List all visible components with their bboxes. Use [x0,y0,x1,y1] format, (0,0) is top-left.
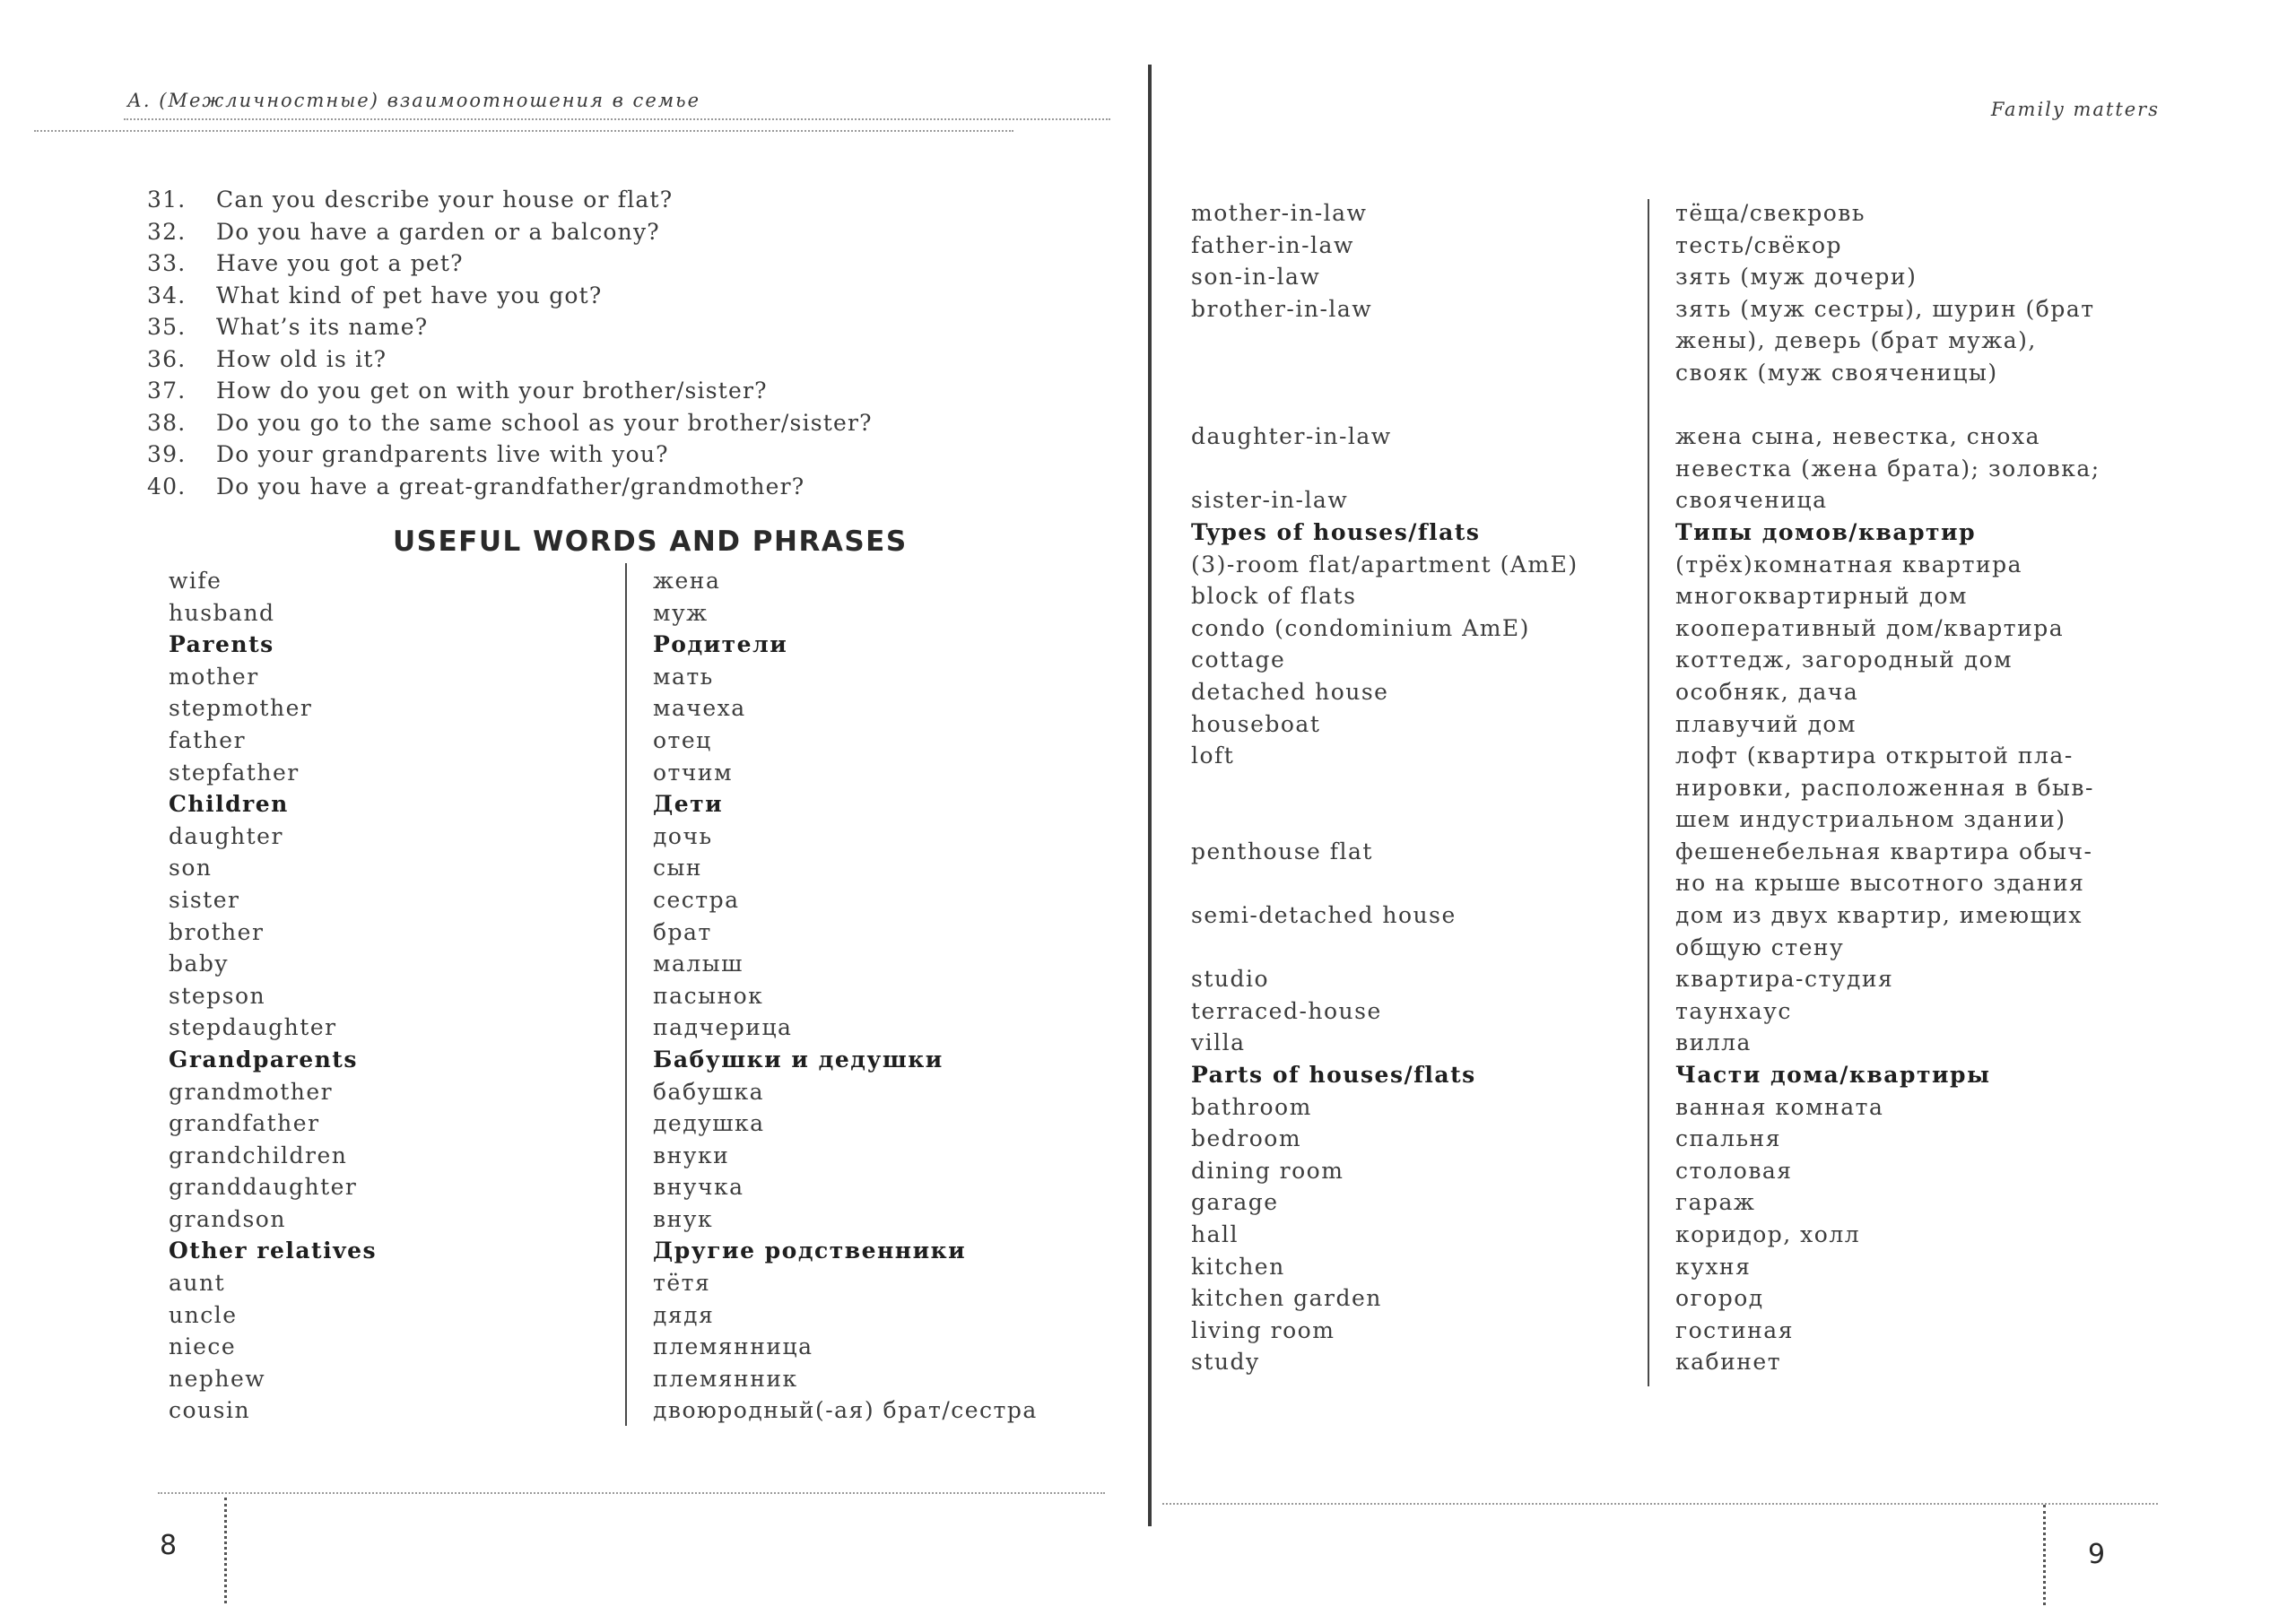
vocab-entry: малыш [653,951,744,977]
question-text: Can you describe your house or flat? [216,187,674,213]
vocab-entry: daughter-in-law [1191,423,1392,450]
vocab-entry: зять (муж дочери) [1675,264,1918,291]
vocab-entry: Типы домов/квартир [1675,518,1977,545]
vocab-entry: kitchen [1191,1253,1285,1280]
vocab-entry: sister-in-law [1191,487,1349,514]
vocab-entry: (3)-room flat/apartment (AmE) [1191,551,1578,578]
right-footer-rule [1162,1503,2158,1505]
vocab-entry: дедушка [653,1110,765,1137]
question-text: Do your grandparents live with you? [216,441,669,467]
book-spine [1148,65,1152,1526]
vocab-entry: гараж [1675,1189,1756,1216]
question-text: Do you go to the same school as your brother/sister? [216,409,873,436]
vocab-entry: houseboat [1191,710,1321,737]
vocab-entry: дядя [653,1301,715,1328]
vocab-entry: daughter [169,822,283,849]
left-running-head: А. (Межличностные) взаимоотношения в семье [127,90,701,111]
vocab-entry: mother-in-law [1191,200,1368,226]
vocab-entry: condo (condominium AmE) [1191,614,1530,641]
vocab-entry [1191,389,1639,421]
vocab-entry [1191,357,1639,389]
question-item [147,184,1044,216]
vocab-entry: son [169,855,213,881]
vocab-entry: лофт (квартира открытой пла- [1675,743,2074,769]
vocab-entry: brother [169,918,265,945]
question-number: 39. [147,441,187,467]
vocab-entry: свояченица [1675,487,1828,514]
question-text: Do you have a garden or a balcony? [216,218,660,245]
vocab-entry: коттедж, загородный дом [1675,647,2013,673]
vocab-entry: aunt [169,1270,226,1297]
question-item [147,407,1044,439]
vocab-entry: но на крыше высотного здания [1675,870,2085,897]
vocab-entry: тёща/свекровь [1675,200,1866,226]
question-number: 31. [147,187,187,213]
vocab-entry: grandson [169,1205,286,1232]
left-column-divider [625,563,627,1426]
left-page-number: 8 [160,1530,178,1561]
vocab-entry: жена [653,568,721,594]
right-vocab-english-column [1191,197,1639,1378]
vocab-entry: бабушка [653,1078,764,1105]
left-header-rule [124,118,1110,120]
vocab-entry: loft [1191,743,1235,769]
vocab-entry: Родители [653,631,788,658]
vocab-entry: detached house [1191,678,1389,705]
question-text: What kind of pet have you got? [216,282,603,308]
vocab-entry: Дети [653,791,724,818]
vocab-entry: племянница [653,1333,813,1360]
vocab-entry: огород [1675,1285,1764,1312]
left-vocab-english-column [169,565,599,1427]
vocab-entry: garage [1191,1189,1279,1216]
question-text: How old is it? [216,345,387,372]
vocab-entry: father [169,726,247,753]
vocab-entry: nephew [169,1365,266,1392]
useful-words-heading: USEFUL WORDS AND PHRASES [393,525,908,558]
vocab-entry: столовая [1675,1157,1793,1184]
vocab-entry: uncle [169,1301,238,1328]
vocab-entry: кухня [1675,1253,1752,1280]
vocab-entry: stepson [169,982,266,1009]
left-vocab-russian-column [653,565,1119,1427]
question-item [147,216,1044,248]
vocab-entry: studio [1191,966,1270,993]
vocab-entry: невестка (жена брата); золовка; [1675,455,2100,482]
question-number: 33. [147,250,187,276]
vocab-entry: кабинет [1675,1349,1782,1376]
question-text: Do you have a great-grandfather/grandmother? [216,473,805,499]
vocab-entry: ванная комната [1675,1093,1884,1120]
vocab-entry: дом из двух квартир, имеющих [1675,902,2083,929]
vocab-entry: stepdaughter [169,1014,337,1041]
left-footer-rule [158,1492,1105,1494]
vocab-entry: внук [653,1205,714,1232]
question-number: 38. [147,409,187,436]
vocab-entry: cottage [1191,647,1286,673]
vocab-entry: плавучий дом [1675,710,1857,737]
vocab-entry: cousin [169,1397,251,1424]
vocab-entry: муж [653,599,709,626]
vocab-entry: kitchen garden [1191,1285,1382,1312]
vocab-entry: падчерица [653,1014,793,1041]
right-vocab-russian-column [1675,197,2142,1378]
vocab-entry: внуки [653,1142,730,1168]
vocab-entry: Parts of houses/flats [1191,1062,1476,1089]
vocab-entry: отец [653,726,712,753]
question-list [147,184,1044,502]
vocab-entry: terraced-house [1191,997,1382,1024]
vocab-entry: hall [1191,1221,1239,1247]
question-text: How do you get on with your brother/sister? [216,378,768,404]
vocab-entry: son-in-law [1191,264,1321,291]
vocab-entry: mother [169,663,259,690]
left-footer-dotted-line [224,1498,227,1603]
right-footer-dotted-line [2043,1505,2046,1605]
vocab-entry: block of flats [1191,583,1357,610]
vocab-entry: sister [169,886,240,913]
vocab-entry: пасынок [653,982,764,1009]
vocab-entry: сын [653,855,703,881]
vocab-entry: мачеха [653,695,746,722]
vocab-entry: вилла [1675,1029,1752,1056]
vocab-entry: квартира-студия [1675,966,1894,993]
vocab-entry: сестра [653,886,740,913]
question-item [147,248,1044,280]
question-text: What’s its name? [216,314,429,340]
vocab-entry [1191,803,1639,836]
vocab-entry: grandfather [169,1110,320,1137]
vocab-entry [1191,932,1639,964]
vocab-entry: племянник [653,1365,798,1392]
vocab-entry: коридор, холл [1675,1221,1861,1247]
vocab-entry: многоквартирный дом [1675,583,1968,610]
vocab-entry: dining room [1191,1157,1344,1184]
vocab-entry: stepfather [169,759,300,786]
question-number: 35. [147,314,187,340]
vocab-entry: Children [169,791,289,818]
vocab-entry: брат [653,918,712,945]
vocab-entry: особняк, дача [1675,678,1859,705]
vocab-entry: wife [169,568,222,594]
vocab-entry: спальня [1675,1125,1781,1152]
vocab-entry: semi-detached house [1191,902,1457,929]
vocab-entry: Части дома/квартиры [1675,1062,1991,1089]
vocab-entry: villa [1191,1029,1246,1056]
question-item [147,471,1044,503]
right-column-divider [1648,199,1649,1386]
vocab-entry: niece [169,1333,237,1360]
vocab-entry: Other relatives [169,1238,378,1264]
vocab-entry: таунхаус [1675,997,1792,1024]
question-number: 34. [147,282,187,308]
question-item [147,280,1044,312]
vocab-entry [1675,389,2142,421]
vocab-entry: grandchildren [169,1142,348,1168]
vocab-entry: father-in-law [1191,231,1354,258]
vocab-entry: мать [653,663,714,690]
vocab-entry: двоюродный(-ая) брат/сестра [653,1397,1038,1424]
vocab-entry: тётя [653,1270,711,1297]
vocab-entry: grandmother [169,1078,334,1105]
question-number: 40. [147,473,187,499]
question-item [147,375,1044,407]
question-number: 32. [147,218,187,245]
right-page-number: 9 [2088,1539,2106,1570]
vocab-entry: bathroom [1191,1093,1312,1120]
vocab-entry: stepmother [169,695,313,722]
vocab-entry: living room [1191,1316,1335,1343]
vocab-entry [1191,772,1639,804]
vocab-entry: Другие родственники [653,1238,967,1264]
vocab-entry [1191,453,1639,485]
vocab-entry [1191,325,1639,357]
vocab-entry: тесть/свёкор [1675,231,1843,258]
question-number: 36. [147,345,187,372]
vocab-entry [1191,867,1639,899]
vocab-entry: study [1191,1349,1260,1376]
vocab-entry: нировки, расположенная в быв- [1675,774,2094,801]
vocab-entry: шем индустриальном здании) [1675,806,2066,833]
right-header-rule [34,130,1013,132]
vocab-entry: penthouse flat [1191,838,1373,864]
vocab-entry: (трёх)комнатная квартира [1675,551,2023,578]
vocab-entry: Parents [169,631,274,658]
vocab-entry: baby [169,951,230,977]
vocab-entry: Types of houses/flats [1191,518,1481,545]
question-item [147,439,1044,471]
vocab-entry: дочь [653,822,713,849]
vocab-entry: фешенебельная квартира обыч- [1675,838,2093,864]
vocab-entry: Grandparents [169,1046,358,1073]
vocab-entry: зять (муж сестры), шурин (брат [1675,295,2095,322]
vocab-entry: brother-in-law [1191,295,1373,322]
vocab-entry: кооперативный дом/квартира [1675,614,2065,641]
vocab-entry: granddaughter [169,1174,358,1201]
vocab-entry: жены), деверь (брат мужа), [1675,327,2037,354]
right-running-head: Family matters [1990,99,2160,120]
question-item [147,311,1044,343]
question-item [147,343,1044,376]
vocab-entry: свояк (муж свояченицы) [1675,359,1998,386]
vocab-entry: жена сына, невестка, сноха [1675,423,2040,450]
vocab-entry: Бабушки и дедушки [653,1046,944,1073]
vocab-entry: гостиная [1675,1316,1794,1343]
vocab-entry: внучка [653,1174,744,1201]
vocab-entry: husband [169,599,275,626]
question-number: 37. [147,378,187,404]
vocab-entry: bedroom [1191,1125,1302,1152]
vocab-entry: общую стену [1675,934,1845,960]
question-text: Have you got a pet? [216,250,464,276]
vocab-entry: отчим [653,759,734,786]
